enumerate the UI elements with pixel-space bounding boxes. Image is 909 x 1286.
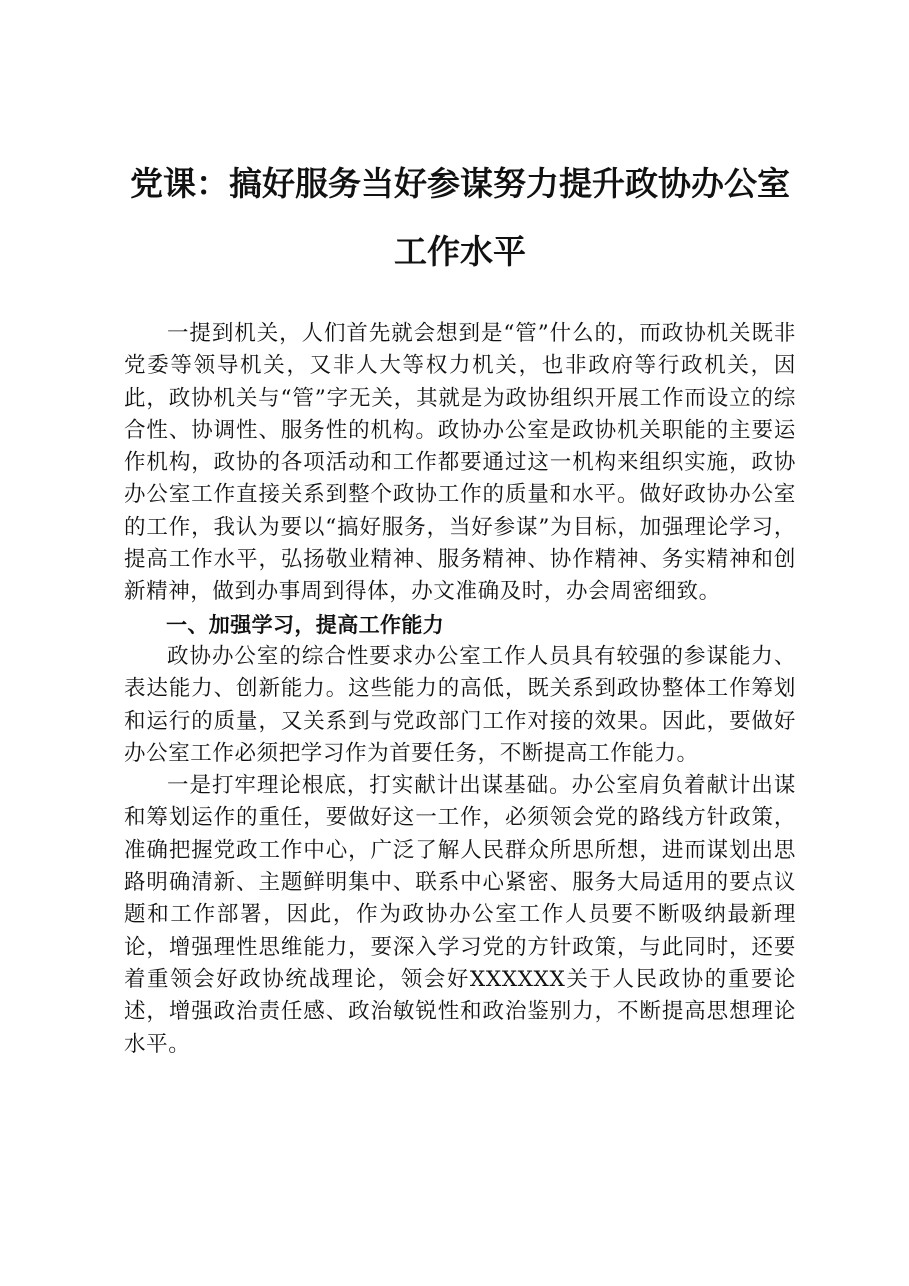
section-1-paragraph-1: 政协办公室的综合性要求办公室工作人员具有较强的参谋能力、表达能力、创新能力。这些能力的高低，既关系到政协整体工作筹划和运行的质量，又关系到与党政部门工作对接的效果。因此，要做好办公室工作必须把学习作为首要任务，不断提高工作能力。 xyxy=(124,643,796,766)
intro-paragraph: 一提到机关，人们首先就会想到是“管”什么的，而政协机关既非党委等领导机关，又非人大等权力机关，也非政府等行政机关，因此，政协机关与“管”字无关，其就是为政协组织开展工作而设立的综合性、协调性、服务性的机构。政协办公室是政协机关职能的主要运作机构，政协的各项活动和工作都要通过这一机构来组织实施，政协办公室工作直接关系到整个政协工作的质量和水平。做好政协办公室的工作，我认为要以“搞好服务，当好参谋”为目标，加强理论学习，提高工作水平，弘扬敬业精神、服务精神、协作精神、务实精神和创新精神，做到办事周到得体，办文准确及时，办会周密细致。 xyxy=(124,321,796,605)
title-line-1: 党课：搞好服务当好参谋努力提升政协办公室 xyxy=(130,164,790,203)
document-title xyxy=(104,150,816,286)
section-1-heading: 一、加强学习，提高工作能力 xyxy=(166,612,445,637)
section-1-paragraph-2: 一是打牢理论根底，打实献计出谋基础。办公室肩负着献计出谋和筹划运作的重任，要做好这一工作，必须领会党的路线方针政策，准确把握党政工作中心，广泛了解人民群众所思所想，进而谋划出思路明确清新、主题鲜明集中、联系中心紧密、服务大局适用的要点议题和工作部署，因此，作为政协办公室工作人员要不断吸纳最新理论，增强理性思维能力，要深入学习党的方针政策，与此同时，还要着重领会好政协统战理论，领会好XXXXXX关于人民政协的重要论述，增强政治责任感、政治敏锐性和政治鉴别力，不断提高思想理论水平。 xyxy=(124,773,796,1057)
title-line-2: 工作水平 xyxy=(394,232,526,271)
document-page xyxy=(124,150,796,1061)
